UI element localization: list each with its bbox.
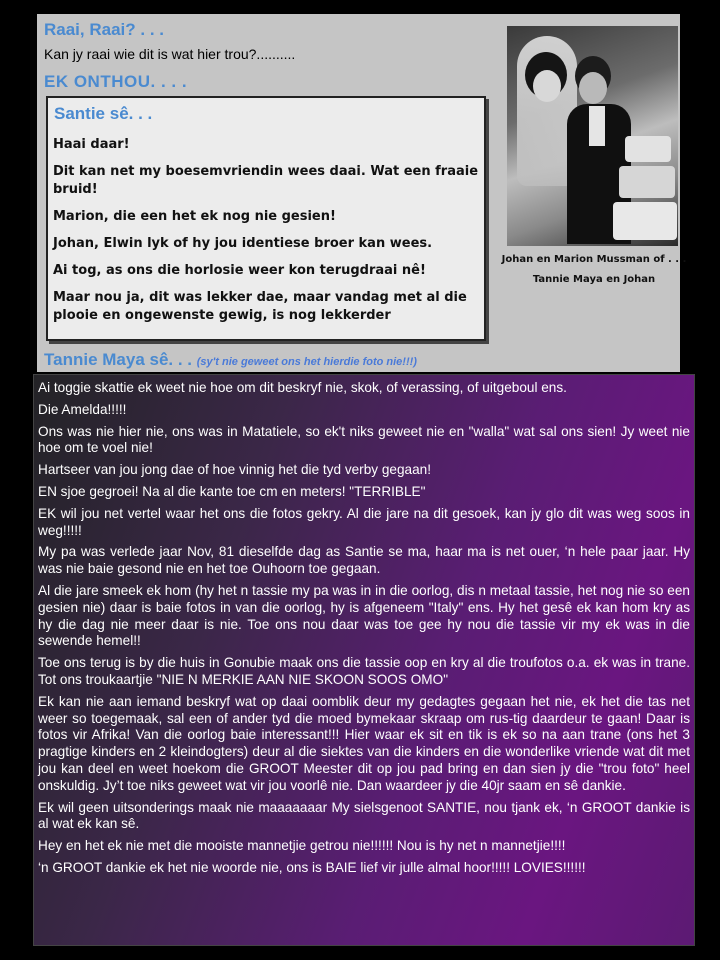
letter-paragraph: EK wil jou net vertel waar het ons die fotos gekry. Al die jare na dit gesoek, kan jy glo dit was weg soos in weg!!!!!: [38, 505, 690, 538]
santie-line: Maar nou ja, dit was lekker dae, maar vandag met al die plooie en ongewenste gewig, is nog lekkerder: [53, 290, 467, 323]
letter-paragraph: EN sjoe gegroei! Na al die kante toe cm en meters! "TERRIBLE": [38, 483, 426, 499]
santie-line: Marion, die een het ek nog nie gesien!: [53, 209, 336, 224]
letter-paragraph: Al die jare smeek ek hom (hy het n tassie my pa was in in die oorlog, dis n metaal tassie, het nog nie so een gesien nie) daar is baie fotos in van die oorlog, hy is afgeneem "Italy" ens. Hy het gesê ek kan hom kry as hy die dag nie meer daar is nie. Toe ons nou daar was toe gee hy nou die tassie vir my ek was in die sewende hemel!!: [38, 582, 690, 649]
letter-paragraph: Die Amelda!!!!!: [38, 401, 127, 417]
letter-paragraph: Ai toggie skattie ek weet nie hoe om dit beskryf nie, skok, of verassing, of uitgeboul ens.: [38, 380, 567, 395]
santie-line: Dit kan net my boesemvriendin wees daai. Wat een fraaie bruid!: [53, 164, 479, 197]
cake-tier: [613, 202, 677, 240]
maya-note: (sy't nie geweet ons het hierdie foto nie!!!): [196, 356, 417, 368]
groom-shirt: [589, 106, 605, 146]
remember-heading: EK ONTHOU. . . .: [44, 72, 188, 91]
caption-line-1: Johan en Marion Mussman of . . .: [501, 254, 687, 265]
santie-quote-box: [46, 96, 486, 341]
letter-text: [38, 380, 690, 882]
santie-title: Santie sê. . .: [54, 104, 153, 123]
cake-tier: [625, 136, 671, 162]
photo-caption: [494, 250, 694, 290]
letter-paragraph: Ek wil geen uitsonderings maak nie maaaaaaar My sielsgenoot SANTIE, nou tjank ek, ‘n GROOT dankie is al wat ek kan sê.: [38, 799, 690, 832]
wedding-photo: [507, 26, 678, 246]
bride-face: [533, 70, 561, 102]
cake-tier: [619, 166, 675, 198]
santie-text: [53, 136, 481, 334]
groom-face: [579, 72, 607, 104]
letter-paragraph: Toe ons terug is by die huis in Gonubie maak ons die tassie oop en kry al die troufotos o.a. ek was in trane. Tot ons troukaartjie "NIE N MERKIE AAN NIE SKOON SOOS OMO": [38, 655, 690, 687]
letter-panel: [33, 374, 695, 946]
page-title: Raai, Raai? . . .: [44, 20, 164, 39]
santie-line: Haai daar!: [53, 137, 130, 152]
santie-line: Johan, Elwin lyk of hy jou identiese broer kan wees.: [53, 236, 433, 251]
letter-paragraph: Ons was nie hier nie, ons was in Matatiele, so ek't niks geweet nie en "walla" wat sal ons sien! Jy weet nie hoe om te voel nie!: [38, 423, 690, 456]
letter-paragraph: Hey en het ek nie met die mooiste mannetjie getrou nie!!!!!! Nou is hy net n mannetjie!!!!: [38, 838, 566, 854]
letter-paragraph: ‘n GROOT dankie ek het nie woorde nie, ons is BAIE lief vir julle almal hoor!!!!! LOVIES!!!!!!: [38, 859, 586, 875]
guess-question: Kan jy raai wie dit is wat hier trou?..........: [44, 46, 296, 62]
maya-heading: [44, 350, 417, 370]
letter-paragraph: Hartseer van jou jong dae of hoe vinnig het die tyd verby gegaan!: [38, 462, 431, 478]
letter-paragraph: Ek kan nie aan iemand beskryf wat op daai oomblik deur my gedagtes gegaan het nie, ek het die tas net weer so toegemaak, sal een of ander tyd die moed bymekaar skraap om rus-tig daardeur te gaan! Daar is fotos vir Afrika! Van die oorlog baie interessant!!! Hier waar ek sit en tik is ek so na aan trane (ons het 3 pragtige kinders en 2 kleindogters) deur al die siektes van die kinders en die wonderlike vriende wat dit met jou kan deel en weet hoekom die GROOT Meester dit op jou pad bring en dan sien jy die "trou foto" heel onskuldig. Jy’t toe niks geweet wat vir jou voorlê nie. Dan waardeer jy die 40jr saam en sê dankie.: [38, 693, 690, 793]
caption-line-2: Tannie Maya en Johan: [532, 274, 656, 285]
santie-line: Ai tog, as ons die horlosie weer kon terugdraai nê!: [53, 263, 426, 278]
maya-title: Tannie Maya sê. . .: [44, 350, 193, 369]
letter-paragraph: My pa was verlede jaar Nov, 81 dieselfde dag as Santie se ma, haar ma is net ouer, ‘n hele paar jaar. Hy was nie baie gesond nie en het toe Ouhoorn toe gegaan.: [38, 544, 690, 577]
